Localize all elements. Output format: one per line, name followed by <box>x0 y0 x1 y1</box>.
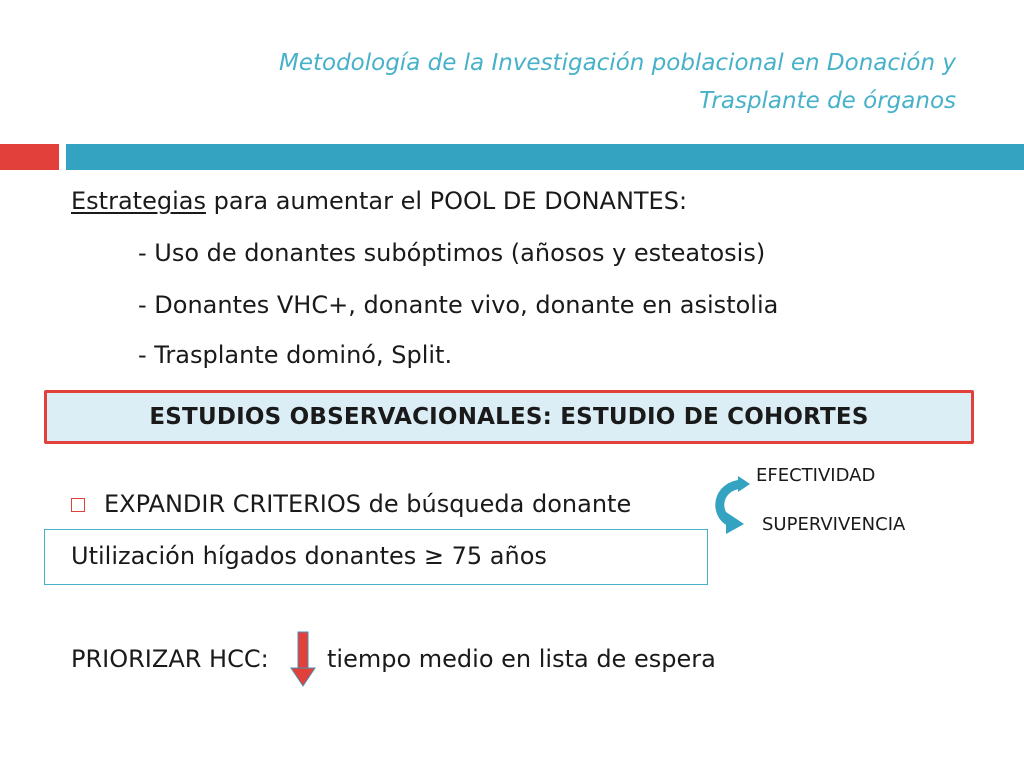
bullet-1: - Uso de donantes subóptimos (añosos y esteatosis) <box>138 239 766 267</box>
title-line-1: Metodología de la Investigación poblacional en Donación y <box>278 50 956 76</box>
expand-criteria-item: EXPANDIR CRITERIOS de búsqueda donante <box>104 490 632 518</box>
slide-title <box>76 44 956 120</box>
down-arrow-icon <box>289 630 317 688</box>
strategies-rest: para aumentar el POOL DE DONANTES: <box>205 187 688 215</box>
prioritize-label: PRIORIZAR HCC: <box>71 645 269 673</box>
header-rule-red <box>0 144 59 170</box>
title-line-2: Trasplante de órganos <box>699 88 956 114</box>
outcome-efectividad: EFECTIVIDAD <box>756 465 876 486</box>
utilization-text: Utilización hígados donantes ≥ 75 años <box>71 542 547 570</box>
prioritize-text: tiempo medio en lista de espera <box>327 645 716 673</box>
bullet-2: - Donantes VHC+, donante vivo, donante en asistolia <box>138 291 779 319</box>
header-rule-blue <box>66 144 1024 170</box>
bullet-3: - Trasplante dominó, Split. <box>138 341 453 369</box>
curved-arrow-icon <box>700 470 760 540</box>
cohort-study-banner <box>44 390 974 444</box>
outcome-supervivencia: SUPERVIVENCIA <box>762 514 906 535</box>
checkbox-bullet-icon <box>71 498 85 512</box>
strategies-word: Estrategias <box>71 187 206 215</box>
strategies-heading <box>71 186 687 216</box>
cohort-study-banner-text: ESTUDIOS OBSERVACIONALES: ESTUDIO DE COHORTES <box>149 404 869 430</box>
